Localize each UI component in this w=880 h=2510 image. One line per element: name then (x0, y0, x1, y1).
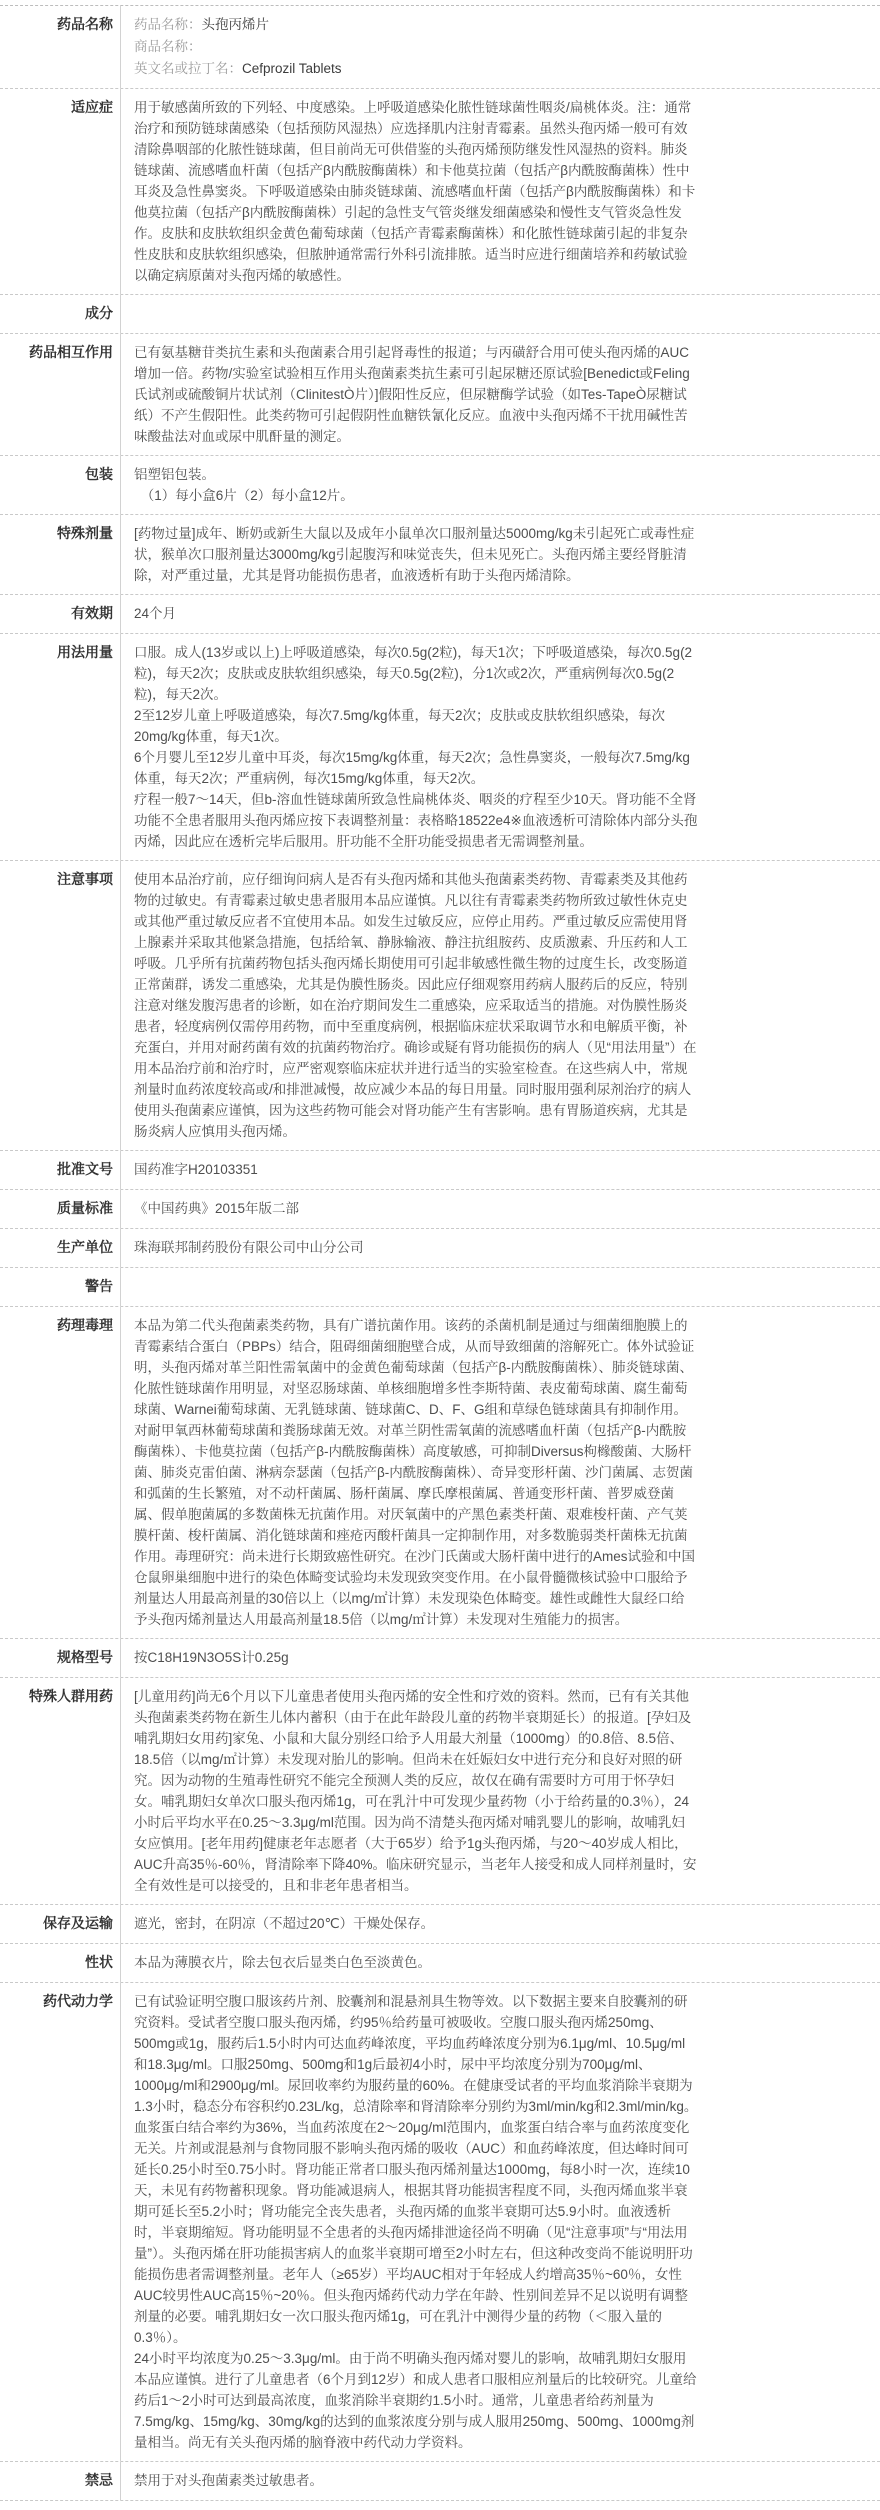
row-label: 注意事项 (57, 871, 113, 887)
row-quality-standard (0, 1190, 880, 1229)
row-contraindications (0, 2462, 880, 2501)
content-paragraph: [药物过量]成年、断奶或新生大鼠以及成年小鼠单次口服剂量达5000mg/kg未引起死亡或毒性症状，猴单次口服剂量达3000mg/kg引起腹泻和味觉丧失，但未见死亡。头孢丙烯主要经肾脏清除，对严重过量，尤其是肾功能损伤患者，血液透析有助于头孢丙烯清除。 (134, 526, 695, 583)
row-content (121, 1678, 880, 1904)
row-pharmacokinetics (0, 1983, 880, 2462)
field-line (134, 36, 868, 58)
row-label: 药理毒理 (57, 1317, 113, 1333)
content-paragraph: 2至12岁儿童上呼吸道感染，每次7.5mg/kg体重，每天2次；皮肤或皮肤软组织感染，每次20mg/kg体重，每天1次。 (134, 708, 666, 744)
row-label: 特殊剂量 (57, 525, 113, 541)
field-label: 商品名称： (134, 39, 202, 54)
row-ingredients (0, 295, 880, 334)
content-paragraph: 《中国药典》2015年版二部 (134, 1201, 300, 1216)
row-content (121, 456, 880, 514)
row-content (121, 1268, 880, 1306)
content-paragraph: 24小时平均浓度为0.25～3.3μg/ml。由于尚不明确头孢丙烯对婴儿的影响，故哺乳期妇女服用本品应谨慎。进行了儿童患者（6个月到12岁）和成人患者口服相应剂量后的比较研究。儿童给药后1～2小时可达到最高浓度，血浆消除半衰期约1.5小时。通常，儿童患者给药剂量为7.5mg/kg、15mg/kg、30mg/kg的达到的血浆浓度分别与成人服用250mg、500mg、1000mg剂量相当。尚无有关头孢丙烯的脑脊液中药代动力学资料。 (134, 2351, 697, 2450)
row-content (121, 634, 880, 860)
drug-info-table (0, 5, 880, 2501)
row-label: 保存及运输 (43, 1915, 113, 1931)
row-label: 质量标准 (57, 1200, 113, 1216)
row-label: 警告 (85, 1278, 113, 1294)
row-specification (0, 1639, 880, 1678)
row-content (121, 1639, 880, 1677)
row-content (121, 861, 880, 1150)
row-label: 药品相互作用 (29, 344, 113, 360)
content-paragraph: 国药准字H20103351 (134, 1162, 258, 1177)
row-content (121, 1307, 880, 1638)
row-content (121, 1905, 880, 1943)
content-paragraph: 疗程一般7～14天，但b-溶血性链球菌所致急性扁桃体炎、咽炎的疗程至少10天。肾功能不全肾功能不全患者服用头孢丙烯应按下表调整剂量：表格略18522e4※血液透析可清除体内部分头孢丙烯，因此应在透析完毕后服用。肝功能不全肝功能受损患者无需调整剂量。 (134, 792, 698, 849)
row-label: 药品名称 (57, 16, 113, 32)
row-properties (0, 1944, 880, 1983)
row-label: 药代动力学 (43, 1993, 113, 2009)
row-precautions (0, 861, 880, 1151)
row-warning (0, 1268, 880, 1307)
row-label: 成分 (85, 305, 113, 321)
field-label: 英文名或拉丁名： (134, 61, 242, 76)
content-paragraph: 本品为第二代头孢菌素类药物，具有广谱抗菌作用。该药的杀菌机制是通过与细菌细胞膜上的青霉素结合蛋白（PBPs）结合，阻碍细菌细胞壁合成，从而导致细菌的溶解死亡。体外试验证明，头孢丙烯对革兰阳性需氧菌中的金黄色葡萄球菌（包括产β-内酰胺酶菌株）、肺炎链球菌、化脓性链球菌作用明显，对坚忍肠球菌、单核细胞增多性李斯特菌、表皮葡萄球菌、腐生葡萄球菌、Warnei葡萄球菌、无乳链球菌、链球菌C、D、F、G组和草绿色链球菌具有抑制作用。对耐甲氧西林葡萄球菌和粪肠球菌无效。对革兰阴性需氧菌的流感嗜血杆菌（包括产β-内酰胺酶菌株）、卡他莫拉菌（包括产β-内酰胺酶菌株）高度敏感，可抑制Diversus枸橼酸菌、大肠杆菌、肺炎克雷伯菌、淋病奈瑟菌（包括产β-内酰胺酶菌株）、奇异变形杆菌、沙门菌属、志贺菌和弧菌的生长繁殖，对不动杆菌属、肠杆菌属、摩氏摩根菌属、普通变形杆菌、普罗威登菌属、假单胞菌属的多数菌株无抗菌作用。对厌氧菌中的产黑色素类杆菌、艰难梭杆菌、产气荚膜杆菌、梭杆菌属、消化链球菌和痤疮丙酸杆菌具一定抑制作用，对多数脆弱类杆菌株无抗菌作用。毒理研究：尚未进行长期致癌性研究。在沙门氏菌或大肠杆菌中进行的Ames试验和中国仓鼠卵巢细胞中进行的染色体畸变试验均未发现致突变作用。在小鼠骨髓微核试验中口服给予剂量达人用最高剂量的30倍以上（以mg/㎡计算）未发现染色体畸变。雄性或雌性大鼠经口给予头孢丙烯剂量达人用最高剂量18.5倍（以mg/㎡计算）未发现对生殖能力的损害。 (134, 1318, 696, 1627)
row-manufacturer (0, 1229, 880, 1268)
content-paragraph: （1）每小盒6片（2）每小盒12片。 (134, 488, 354, 503)
content-paragraph: 口服。成人(13岁或以上)上呼吸道感染，每次0.5g(2粒)，每天1次；下呼吸道感染，每次0.5g(2粒)，每天2次；皮肤或皮肤软组织感染，每天0.5g(2粒)，分1次或2次，严重病例每次0.5g(2粒)，每天2次。 (134, 645, 693, 702)
content-paragraph: 使用本品治疗前，应仔细询问病人是否有头孢丙烯和其他头孢菌素类药物、青霉素类及其他药物的过敏史。有青霉素过敏史患者服用本品应谨慎。凡以往有青霉素类药物所致过敏性休克史或其他严重过敏反应者不宜使用本品。如发生过敏反应，应停止用药。严重过敏反应需使用肾上腺素并采取其他紧急措施，包括给氧、静脉输液、静注抗组胺药、皮质激素、升压药和人工呼吸。几乎所有抗菌药物包括头孢丙烯长期使用可引起非敏感性微生物的过度生长，改变肠道正常菌群，诱发二重感染，尤其是伪膜性肠炎。因此应仔细观察用药病人服药后的反应，特别注意对继发腹泻患者的诊断，如在治疗期间发生二重感染，应采取适当的措施。对伪膜性肠炎患者，轻度病例仅需停用药物，而中至重度病例，根据临床症状采取调节水和电解质平衡，补充蛋白，并用对耐药菌有效的抗菌药物治疗。确诊或疑有肾功能损伤的病人（见“用法用量”）在用本品治疗前和治疗时，应严密观察临床症状并进行适当的实验室检查。在这些病人中，常规剂量时血药浓度较高或/和排泄减慢，故应减少本品的每日用量。同时服用强利尿剂治疗的病人使用头孢菌素应谨慎，因为这些药物可能会对肾功能产生有害影响。患有胃肠道疾病，尤其是肠炎病人应慎用头孢丙烯。 (134, 872, 697, 1139)
row-special-dosage (0, 515, 880, 595)
row-content (121, 1229, 880, 1267)
row-content (121, 89, 880, 294)
content-paragraph: 用于敏感菌所致的下列轻、中度感染。上呼吸道感染化脓性链球菌性咽炎/扁桃体炎。注：通常治疗和预防链球菌感染（包括预防风湿热）应选择肌内注射青霉素。虽然头孢丙烯一般可有效清除鼻咽部的化脓性链球菌，但目前尚无可供借鉴的头孢丙烯预防继发性风湿热的资料。肺炎链球菌、流感嗜血杆菌（包括产β内酰胺酶菌株）和卡他莫拉菌（包括产β内酰胺酶菌株）性中耳炎及急性鼻窦炎。下呼吸道感染由肺炎链球菌、流感嗜血杆菌（包括产β内酰胺酶菌株）和卡他莫拉菌（包括产β内酰胺酶菌株）引起的急性支气管炎继发细菌感染和慢性支气管炎急性发作。皮肤和皮肤软组织金黄色葡萄球菌（包括产青霉素酶菌株）和化脓性链球菌引起的非复杂性皮肤和皮肤软组织感染，但脓肿通常需行外科引流排脓。适当时应进行细菌培养和药敏试验以确定病原菌对头孢丙烯的敏感性。 (134, 100, 696, 283)
row-label: 包装 (85, 466, 113, 482)
row-approval-number (0, 1151, 880, 1190)
row-label: 用法用量 (57, 644, 113, 660)
content-paragraph: 禁用于对头孢菌素类过敏患者。 (134, 2473, 323, 2488)
field-value: 头孢丙烯片 (201, 17, 269, 32)
content-paragraph: 铝塑铝包装。 (134, 467, 215, 482)
content-paragraph: 珠海联邦制药股份有限公司中山分公司 (134, 1240, 364, 1255)
row-label: 生产单位 (57, 1239, 113, 1255)
row-label: 适应症 (71, 99, 113, 115)
row-content (121, 334, 880, 455)
row-shelf-life (0, 595, 880, 634)
row-label: 批准文号 (57, 1161, 113, 1177)
row-label: 性状 (85, 1954, 113, 1970)
content-paragraph: 本品为薄膜衣片，除去包衣后显类白色至淡黄色。 (134, 1955, 431, 1970)
row-packaging (0, 456, 880, 515)
row-content (121, 515, 880, 594)
row-pharmacology-toxicology (0, 1307, 880, 1639)
field-line (134, 58, 868, 80)
row-label: 规格型号 (57, 1649, 113, 1665)
row-label: 特殊人群用药 (29, 1688, 113, 1704)
row-drug-interactions (0, 334, 880, 456)
row-storage-transport (0, 1905, 880, 1944)
field-label: 药品名称： (134, 17, 202, 32)
content-paragraph: 24个月 (134, 606, 177, 621)
field-line (134, 14, 868, 36)
content-paragraph: 6个月婴儿至12岁儿童中耳炎，每次15mg/kg体重，每天2次；急性鼻窦炎，一般每次7.5mg/kg体重，每天2次；严重病例，每次15mg/kg体重，每天2次。 (134, 750, 690, 786)
row-special-populations (0, 1678, 880, 1905)
content-paragraph: 遮光，密封，在阴凉（不超过20℃）干燥处保存。 (134, 1916, 435, 1931)
row-content (121, 2462, 880, 2500)
field-value: Cefprozil Tablets (242, 61, 342, 76)
content-paragraph: 按C18H19N3O5S计0.25g (134, 1650, 289, 1665)
content-paragraph: 已有试验证明空腹口服该药片剂、胶囊剂和混悬剂具生物等效。以下数据主要来自胶囊剂的研究资料。受试者空腹口服头孢丙烯，约95％给药量可被吸收。空腹口服头孢丙烯250mg、500mg或1g，服药后1.5小时内可达血药峰浓度，平均血药峰浓度分别为6.1μg/ml、10.5μg/ml和18.3μg/ml。口服250mg、500mg和1g后最初4小时，尿中平均浓度分别为700μg/ml、1000μg/ml和2900μg/ml。尿回收率约为服药量的60%。在健康受试者的平均血浆消除半衰期为1.3小时，稳态分布容积约0.23L/kg，总清除率和肾清除率分别约为3ml/min/kg和2.3ml/min/kg。血浆蛋白结合率约为36%，当血药浓度在2～20μg/ml范围内，血浆蛋白结合率与血药浓度变化无关。片剂或混悬剂与食物同服不影响头孢丙烯的吸收（AUC）和血药峰浓度，但达峰时间可延长0.25小时至0.75小时。肾功能正常者口服头孢丙烯剂量达1000mg，每8小时一次，连续10天，未见有药物蓄积现象。肾功能减退病人，根据其肾功能损害程度不同，头孢丙烯血浆半衰期可延长至5.2小时；肾功能完全丧失患者，头孢丙烯的血浆半衰期可达5.9小时。血液透析时，半衰期缩短。肾功能明显不全患者的头孢丙烯排泄途径尚不明确（见“注意事项”与“用法用量”）。头孢丙烯在肝功能损害病人的血浆半衰期可增至2小时左右，但这种改变尚不能说明肝功能损伤患者需调整剂量。老年人（≥65岁）平均AUC相对于年轻成人约增高35％~60％，女性AUC较男性AUC高15％~20％。但头孢丙烯药代动力学在年龄、性别间差异不足以说明有调整剂量的必要。哺乳期妇女一次口服头孢丙烯1g，可在乳汁中测得少量的药物（＜服入量的0.3％）。 (134, 1994, 698, 2345)
content-paragraph: [儿童用药]尚无6个月以下儿童患者使用头孢丙烯的安全性和疗效的资料。然而，已有有关其他头孢菌素类药物在新生儿体内蓄积（由于在此年龄段儿童的药物半衰期延长）的报道。[孕妇及哺乳期妇女用药]家兔、小鼠和大鼠分别经口给予人用最大剂量（1000mg）的0.8倍、8.5倍、18.5倍（以mg/㎡计算）未发现对胎儿的影响。但尚未在妊娠妇女中进行充分和良好对照的研究。因为动物的生殖毒性研究不能完全预测人类的反应，故仅在确有需要时方可用于怀孕妇女。哺乳期妇女单次口服头孢丙烯1g，可在乳汁中可发现少量药物（小于给药量的0.3％），24小时后平均水平在0.25～3.3μg/ml范围。因为尚不清楚头孢丙烯对哺乳婴儿的影响，故哺乳妇女应慎用。[老年用药]健康老年志愿者（大于65岁）给予1g头孢丙烯，与20～40岁成人相比，AUC升高35％-60％，肾清除率下降40%。临床研究显示，当老年人接受和成人同样剂量时，安全有效性是可以接受的，且和非老年患者相当。 (134, 1689, 697, 1893)
row-drug-name (0, 6, 880, 89)
row-content (121, 6, 880, 88)
row-content (121, 1190, 880, 1228)
row-label: 禁忌 (85, 2472, 113, 2488)
row-content (121, 295, 880, 333)
row-content (121, 1944, 880, 1982)
row-label: 有效期 (71, 605, 113, 621)
row-dosage-usage (0, 634, 880, 861)
row-content (121, 1983, 880, 2461)
row-content (121, 1151, 880, 1189)
row-indications (0, 89, 880, 295)
row-content (121, 595, 880, 633)
content-paragraph: 已有氨基糖苷类抗生素和头孢菌素合用引起肾毒性的报道；与丙磺舒合用可使头孢丙烯的AUC增加一倍。药物/实验室试验相互作用头孢菌素类抗生素可引起尿糖还原试验[Benedict或Feling氏试剂或硫酸铜片状试剂（ClinitestÒ片）]假阳性反应，但尿糖酶学试验（如Tes-TapeÒ尿糖试纸）不产生假阳性。此类药物可引起假阴性血糖铁氰化反应。血液中头孢丙烯不干扰用碱性苦味酸盐法对血或尿中肌酐量的测定。 (134, 345, 690, 444)
